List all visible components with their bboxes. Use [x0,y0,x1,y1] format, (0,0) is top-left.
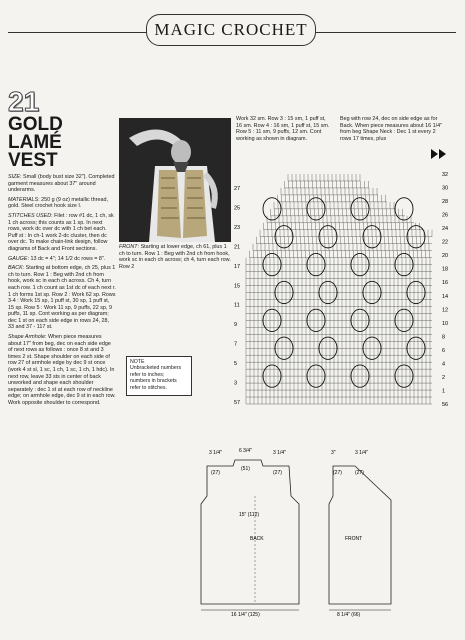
chart-row-number: 12 [442,307,449,314]
chart-row-number: 56 [442,402,449,408]
chart-row-number: 30 [442,185,449,192]
chart-row-number: 22 [442,239,449,246]
front-top-sts-2: (27) [355,470,364,476]
back-label: BACK [250,536,264,542]
front-label: FRONT [119,244,138,250]
note-line: refer to inches; [130,371,165,378]
chart-row-number: 2 [442,374,446,381]
gauge-paragraph [8,256,116,263]
col3-text: Work 32 sm. Row 3 : 15 sm, 1 puff st, 16 sm. Row 4 : 16 sm, 1 puff st, 15 sm. Row 5 : 11 sm, 9 puffs, 12 sm. Cont working as shown in diagram. [236,116,330,142]
back-top-sts-1: (27) [211,470,220,476]
chart-chain-link [395,198,413,220]
note-line: refer to stitches. [130,384,167,391]
back-label: BACK [8,265,23,272]
header-badge [146,14,316,46]
chart-row-number: 23 [234,224,241,231]
gauge-label: GAUGE [8,255,28,262]
back-length-label: 15" (112) [239,512,260,518]
gauge-text: : 13 dc = 4"; 14 1/2 dc rows = 8". [27,255,106,262]
materials-label: MATERIALS [8,196,39,203]
model-photo-art [119,118,231,242]
shape-text: : When piece measures about 17" from beg, dec on each side edge of next rows as follows : once 8 st and 3 times 2 st. Shape shoulder on each side of row 27 of armhole edge by dec 9 st once (work 4 st sl, 1 sc, 1 ch, 1 sc, 1 ch, 1 hdc). In next row, leave 33 sts in center of back unworked and shape each shoulder separately : dec 1 st at each row of neckline edge; on armhole edge, dec 9 st in each row. Work opposite shoulder to correspond. [8,334,116,406]
materials-paragraph [8,197,116,210]
chart-row-number: 25 [234,205,241,212]
stitches-label: STITCHES USED [8,212,52,219]
note-line: numbers in brackets [130,378,177,385]
note-title: NOTE [130,359,145,365]
chart-row-number: 27 [234,186,241,192]
front-text: : Starting at lower edge, ch 61, plus 1 ch to turn. Row 1 : Beg with 2nd ch from hook, work sc in each ch across; ch 4, turn each row. Row 2 [119,244,231,270]
column-three [236,116,332,145]
front-top-dim-1: 3" [331,450,336,456]
chart-row-number: 21 [234,244,241,251]
back-top-dim-2: 6 3/4" [239,448,252,454]
chart-row-number: 20 [442,253,449,260]
back-text: : Starting at bottom edge, ch 25, plus 1 ch to turn. Row 1 : Beg with 2nd ch from hook, work sc in each ch across. Ch 4, turn each row. 1 ch count as 1st dc of each next r. 1 ch forms 1st sp. Row 2 : Work 62 sp. Rows 3-4 : Work 15 sp, 1 puff st, 30 sp, 1 puff st, 15 sp. Row 5 : Work 11 sp, 9 puffs, 22 sp, 9 puffs, 11 sp. Cont working as per diagram; dec 1 st on each side edge in rows 24, 28, 33 and 37 - 117 st. [8,265,116,331]
front-top-dim-2: 3 1/4" [355,450,368,456]
crochet-chart [232,160,457,418]
shape-label: Shape Armhole [8,334,45,341]
front-label: FRONT [345,536,363,542]
chart-row-number: 3 [234,380,238,387]
size-text: : Small (body bust size 32"). Completed garment measures about 37" around underarms. [8,174,115,194]
front-caption [119,244,231,273]
back-top-sts-3: (27) [273,470,282,476]
back-outline [201,460,299,604]
note-line: Unbracketed numbers [130,365,182,372]
back-top-dim-3: 3 1/4" [273,450,286,456]
stitches-text: : Filet : row #1 dc, 1 ch, sk 1 ch across; this counts as 1 sp. In next rows, work dc over dc with 1 ch bet each. Puff st : In ch-1 work 2-dc cluster, then dc over dc. To make chain-link design, follow diagrams of Back and Front sections. [8,212,114,252]
stitches-paragraph [8,213,116,253]
size-paragraph [8,174,116,194]
chart-row-number: 14 [442,293,449,300]
chart-row-number: 15 [234,283,241,290]
chart-row-numbers-left [234,186,240,406]
chart-row-number: 7 [234,341,238,348]
garment-schematic [195,444,460,620]
chart-row-number: 10 [442,320,449,327]
chart-row-number: 16 [442,280,449,287]
chart-row-number: 32 [442,172,449,178]
chart-row-number: 17 [234,263,241,270]
front-paragraph [119,244,231,270]
chart-row-number: 57 [234,400,241,406]
pattern-number: 21 [8,86,40,117]
title-line: GOLD [8,114,63,135]
chart-row-number: 9 [234,322,238,329]
chart-row-number: 28 [442,199,449,206]
chart-row-number: 8 [442,334,446,341]
back-top-sts-2: (51) [241,466,250,472]
chart-grid [246,174,432,404]
back-top-dim-1: 3 1/4" [209,450,222,456]
chart-row-number: 6 [442,347,446,354]
continue-arrow-icon [430,148,448,160]
col4-text: Beg with row 24, dec on side edge as for Back. When piece measures about 16 1/4" from beg Shape Neck : Dec 1 st every 2 rows 17 times, plus [340,116,442,142]
chart-row-numbers-right [442,172,448,408]
pattern-title [8,116,63,170]
title-line: VEST [8,150,58,171]
front-top-sts-1: (27) [333,470,342,476]
back-width-label: 16 1/4" (125) [231,612,260,618]
shape-paragraph [8,334,116,407]
instructions-column [8,174,116,410]
chart-row-number: 1 [442,388,446,395]
note-box [126,356,192,396]
chart-row-number: 26 [442,212,449,219]
header-title: MAGIC CROCHET [154,20,308,39]
chart-row-number: 18 [442,266,449,273]
back-paragraph [8,265,116,331]
title-line: LAMÉ [8,132,62,153]
size-label: SIZE [8,174,20,180]
chart-row-number: 5 [234,361,238,368]
column-four [340,116,448,145]
chart-row-number: 24 [442,226,449,233]
materials-text: : 250 g (9 oz) metallic thread, gold. Steel crochet hook size I. [8,196,108,210]
chart-row-number: 4 [442,361,446,368]
front-width-label: 8 1/4" (66) [337,612,361,618]
front-outline [329,466,391,604]
chart-row-number: 11 [234,302,240,309]
model-photo [119,118,231,242]
